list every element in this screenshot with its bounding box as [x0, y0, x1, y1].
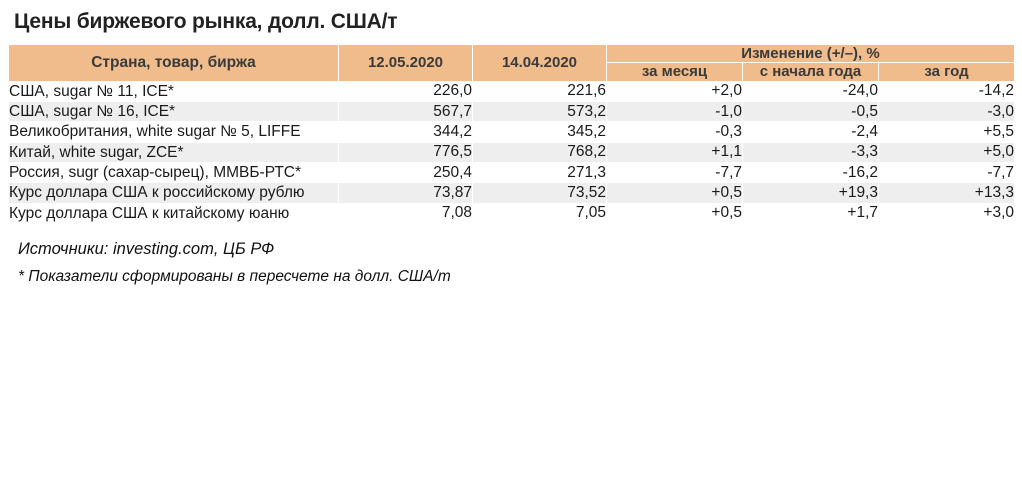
cell-date-2: 271,3	[473, 163, 607, 183]
cell-change-ytd: -2,4	[743, 122, 879, 142]
cell-change-ytd: -24,0	[743, 81, 879, 101]
header-row-top	[9, 45, 1015, 63]
table-body	[9, 81, 1015, 224]
cell-country: Курс доллара США к китайскому юаню	[9, 203, 339, 223]
cell-country: Россия, sugr (сахар-сырец), ММВБ-РТС*	[9, 163, 339, 183]
cell-country: США, sugar № 11, ICE*	[9, 81, 339, 101]
table-row	[9, 163, 1015, 183]
header-change-ytd: с начала года	[743, 63, 879, 81]
cell-change-year: +13,3	[879, 183, 1015, 203]
cell-date-1: 73,87	[339, 183, 473, 203]
cell-change-ytd: -16,2	[743, 163, 879, 183]
cell-change-ytd: +1,7	[743, 203, 879, 223]
cell-change-month: +0,5	[607, 183, 743, 203]
cell-country: Китай, white sugar, ZCE*	[9, 142, 339, 162]
cell-change-month: -0,3	[607, 122, 743, 142]
cell-change-month: +1,1	[607, 142, 743, 162]
cell-date-1: 226,0	[339, 81, 473, 101]
cell-change-year: -3,0	[879, 101, 1015, 121]
table-row	[9, 81, 1015, 101]
cell-country: США, sugar № 16, ICE*	[9, 101, 339, 121]
cell-date-1: 776,5	[339, 142, 473, 162]
table-row	[9, 101, 1015, 121]
cell-country: Великобритания, white sugar № 5, LIFFE	[9, 122, 339, 142]
table-row	[9, 142, 1015, 162]
header-change-group: Изменение (+/–), %	[607, 45, 1015, 63]
cell-date-2: 345,2	[473, 122, 607, 142]
cell-change-month: +0,5	[607, 203, 743, 223]
cell-change-month: -7,7	[607, 163, 743, 183]
cell-date-2: 7,05	[473, 203, 607, 223]
footnote-line: * Показатели сформированы в пересчете на долл. США/т	[18, 268, 451, 286]
table-row	[9, 203, 1015, 223]
cell-date-1: 7,08	[339, 203, 473, 223]
cell-change-year: +3,0	[879, 203, 1015, 223]
cell-date-2: 73,52	[473, 183, 607, 203]
cell-change-year: +5,0	[879, 142, 1015, 162]
cell-change-year: +5,5	[879, 122, 1015, 142]
cell-change-year: -14,2	[879, 81, 1015, 101]
table-header	[9, 45, 1015, 82]
table-row	[9, 122, 1015, 142]
cell-change-year: -7,7	[879, 163, 1015, 183]
sources-line: Источники: investing.com, ЦБ РФ	[18, 240, 275, 259]
cell-date-1: 344,2	[339, 122, 473, 142]
cell-change-ytd: +19,3	[743, 183, 879, 203]
cell-country: Курс доллара США к российскому рублю	[9, 183, 339, 203]
cell-change-ytd: -0,5	[743, 101, 879, 121]
cell-change-month: +2,0	[607, 81, 743, 101]
cell-date-1: 567,7	[339, 101, 473, 121]
cell-date-2: 221,6	[473, 81, 607, 101]
cell-date-2: 768,2	[473, 142, 607, 162]
header-country: Страна, товар, биржа	[9, 45, 339, 82]
table-row	[9, 183, 1015, 203]
market-prices-table	[8, 44, 1015, 224]
header-date-2: 14.04.2020	[473, 45, 607, 82]
cell-date-2: 573,2	[473, 101, 607, 121]
page-title: Цены биржевого рынка, долл. США/т	[14, 10, 398, 33]
cell-date-1: 250,4	[339, 163, 473, 183]
header-date-1: 12.05.2020	[339, 45, 473, 82]
cell-change-month: -1,0	[607, 101, 743, 121]
cell-change-ytd: -3,3	[743, 142, 879, 162]
header-change-year: за год	[879, 63, 1015, 81]
header-change-month: за месяц	[607, 63, 743, 81]
